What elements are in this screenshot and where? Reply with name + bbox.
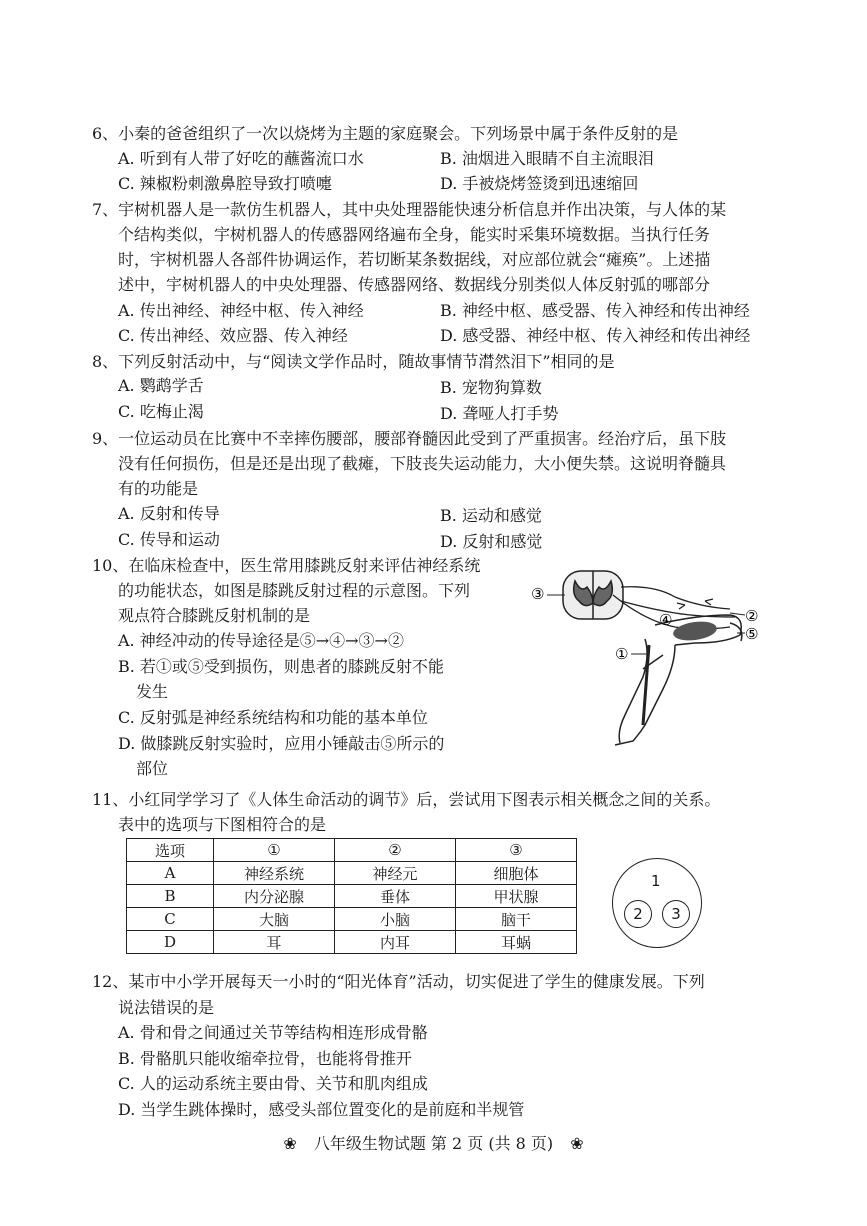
q12-option-a: A. 骨和骨之间通过关节等结构相连形成骨骼 (118, 1023, 428, 1042)
table-cell: 大脑 (214, 908, 335, 931)
table-header-cell: ① (214, 839, 335, 862)
q7-option-a: A. 传出神经、神经中枢、传入神经 (118, 301, 364, 320)
q11-stem-line2: 表中的选项与下图相符合的是 (118, 815, 327, 834)
figure-label-1: ① (615, 645, 629, 663)
q7-option-d: D. 感受器、神经中枢、传入神经和传出神经 (440, 326, 751, 345)
q12-stem-line1: 12、某市中小学开展每天一小时的“阳光体育”活动，切实促进了学生的健康发展。下列 (92, 972, 705, 991)
table-cell: 甲状腺 (456, 885, 577, 908)
table-cell: 神经元 (335, 862, 456, 885)
quadriceps-muscle (672, 619, 718, 643)
figure-label-5: ⑤ (745, 625, 759, 643)
q9-stem-line1: 9、一位运动员在比赛中不幸摔伤腰部，腰部脊髓因此受到了严重损害。经治疗后，虽下肢 (92, 429, 727, 448)
footer-ornament-right-icon: ❀ (570, 1134, 584, 1153)
table-cell: D (127, 931, 214, 954)
concept-outer-label: 1 (651, 872, 661, 890)
q8-option-a: A. 鹦鹉学舌 (118, 376, 204, 395)
q12-option-c: C. 人的运动系统主要由骨、关节和肌肉组成 (118, 1074, 428, 1093)
q7-option-b: B. 神经中枢、感受器、传入神经和传出神经 (440, 301, 750, 320)
q12-stem-line2: 说法错误的是 (118, 998, 215, 1017)
concept-inner-circle-3: 3 (662, 900, 690, 928)
knee-reflex-figure (525, 565, 790, 750)
table-row (127, 862, 577, 885)
table-row (127, 908, 577, 931)
table-cell: 内耳 (335, 931, 456, 954)
q10-option-a: A. 神经冲动的传导途径是⑤→④→③→② (118, 631, 404, 650)
table-cell: 内分泌腺 (214, 885, 335, 908)
q8-option-c: C. 吃梅止渴 (118, 402, 204, 421)
q11-options-table (126, 838, 577, 954)
q6-option-b: B. 油烟进入眼睛不自主流眼泪 (440, 149, 654, 168)
q7-stem-line4: 述中，宇树机器人的中央处理器、传感器网络、数据线分别类似人体反射弧的哪部分 (118, 275, 711, 294)
q10-stem-line2: 的功能状态，如图是膝跳反射过程的示意图。下列 (118, 581, 471, 600)
q9-option-d: D. 反射和感觉 (440, 532, 543, 551)
table-cell: 耳蜗 (456, 931, 577, 954)
q12-option-b: B. 骨骼肌只能收缩牵拉骨，也能将骨推开 (118, 1049, 412, 1068)
table-header-cell: ③ (456, 839, 577, 862)
table-cell: 脑干 (456, 908, 577, 931)
nerve-pathways (613, 587, 735, 629)
q7-option-c: C. 传出神经、效应器、传入神经 (118, 326, 348, 345)
q9-option-c: C. 传导和运动 (118, 530, 220, 549)
table-header-row (127, 839, 577, 862)
table-cell: 细胞体 (456, 862, 577, 885)
q7-stem-line3: 时，宇树机器人各部件协调运作，若切断某条数据线，对应部位就会“瘫痪”。上述描 (118, 250, 711, 269)
q10-option-b-line2: 发生 (136, 682, 169, 701)
q9-stem-line2: 没有任何损伤，但是还是出现了截瘫，下肢丧失运动能力，大小便失禁。这说明脊髓具 (118, 454, 727, 473)
q9-stem-line3: 有的功能是 (118, 479, 199, 498)
table-row (127, 885, 577, 908)
q10-option-d-line1: D. 做膝跳反射实验时，应用小锤敲击⑤所示的 (118, 734, 445, 753)
q9-option-a: A. 反射和传导 (118, 504, 220, 523)
q7-stem-line2: 个结构类似，宇树机器人的传感器网络遍布全身，能实时采集环境数据。当执行任务 (118, 225, 711, 244)
table-cell: 小脑 (335, 908, 456, 931)
footer-page-text: 八年级生物试题 第 2 页 (共 8 页) (313, 1134, 554, 1153)
q6-option-d: D. 手被烧烤签烫到迅速缩回 (440, 174, 639, 193)
q11-stem-line1: 11、小红同学学习了《人体生命活动的调节》后，尝试用下图表示相关概念之间的关系。 (92, 790, 721, 809)
table-cell: 耳 (214, 931, 335, 954)
footer-ornament-left-icon: ❀ (283, 1134, 297, 1153)
table-cell: B (127, 885, 214, 908)
table-cell: C (127, 908, 214, 931)
q10-stem-line1: 10、在临床检查中，医生常用膝跳反射来评估神经系统 (92, 556, 481, 575)
q8-option-b: B. 宠物狗算数 (440, 378, 542, 397)
figure-label-2: ② (745, 607, 759, 625)
q10-option-d-line2: 部位 (136, 759, 169, 778)
figure-label-3: ③ (531, 585, 545, 603)
q10-stem-line3: 观点符合膝跳反射机制的是 (118, 606, 311, 625)
q6-option-a: A. 听到有人带了好吃的蘸酱流口水 (118, 149, 364, 168)
table-header-cell: 选项 (127, 839, 214, 862)
concept-inner-circle-2: 2 (624, 900, 652, 928)
table-cell: A (127, 862, 214, 885)
page-footer (0, 1131, 867, 1154)
q6-stem: 6、小秦的爸爸组织了一次以烧烤为主题的家庭聚会。下列场景中属于条件反射的是 (92, 124, 679, 143)
q12-option-d: D. 当学生跳体操时，感受头部位置变化的是前庭和半规管 (118, 1100, 525, 1119)
q7-stem-line1: 7、宇树机器人是一款仿生机器人，其中央处理器能快速分析信息并作出决策，与人体的某 (92, 200, 727, 219)
table-header-cell: ② (335, 839, 456, 862)
figure-label-4: ④ (659, 611, 673, 629)
q8-option-d: D. 聋哑人打手势 (440, 404, 559, 423)
table-row (127, 931, 577, 954)
table-cell: 神经系统 (214, 862, 335, 885)
table-cell: 垂体 (335, 885, 456, 908)
q10-option-c: C. 反射弧是神经系统结构和功能的基本单位 (118, 708, 428, 727)
q9-option-b: B. 运动和感觉 (440, 506, 542, 525)
q8-stem: 8、下列反射活动中，与“阅读文学作品时，随故事情节潸然泪下”相同的是 (92, 352, 615, 371)
q6-option-c: C. 辣椒粉刺激鼻腔导致打喷嚏 (118, 174, 332, 193)
q10-option-b-line1: B. 若①或⑤受到损伤，则患者的膝跳反射不能 (118, 657, 444, 676)
